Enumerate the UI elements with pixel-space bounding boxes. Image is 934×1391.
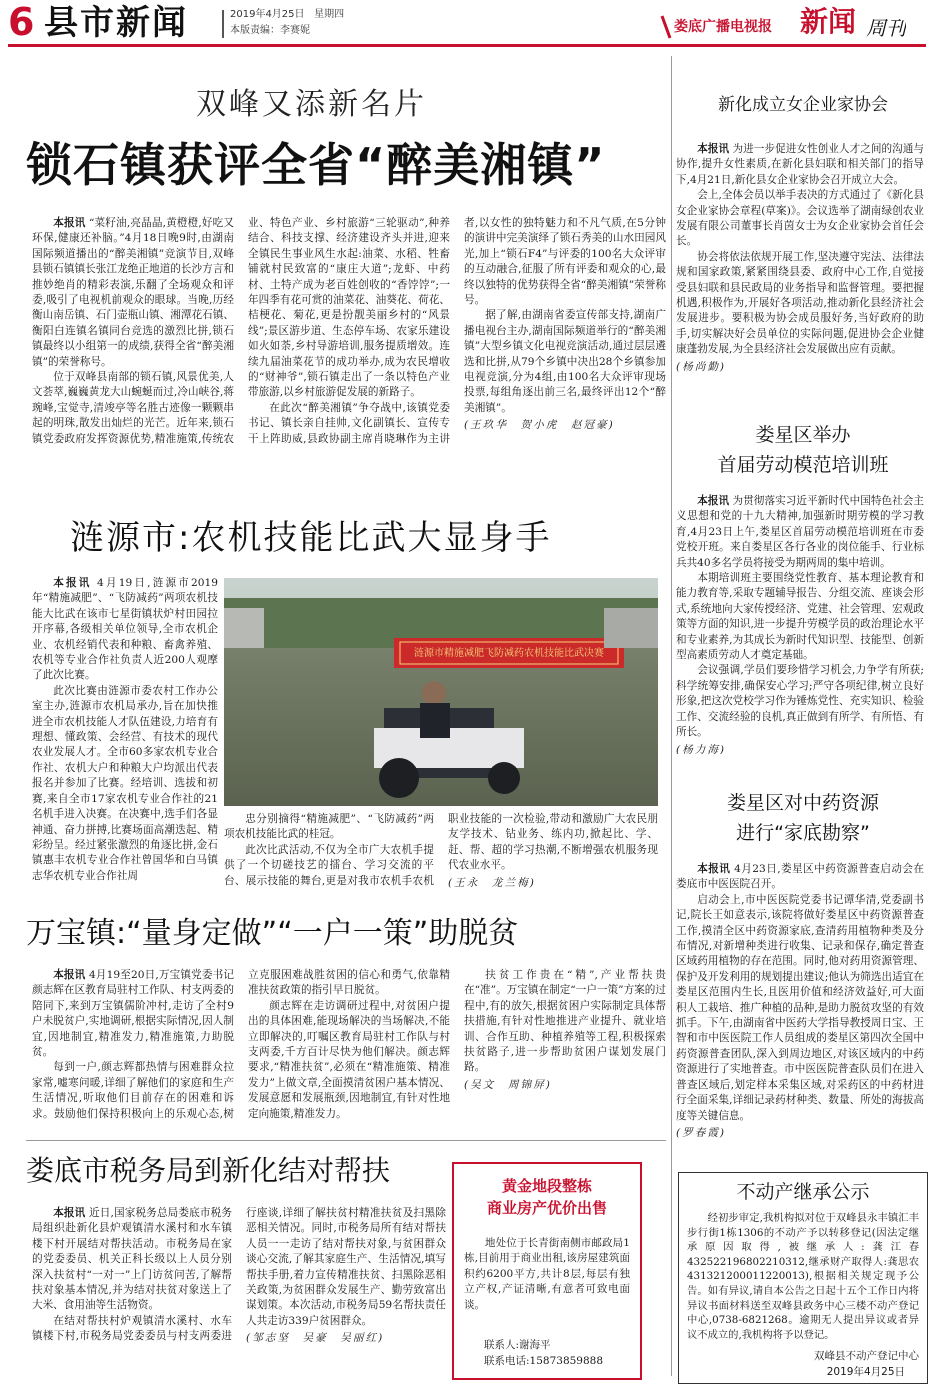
article-byline: (杨力海)	[676, 743, 727, 754]
notice-text: 经初步审定,我机构拟对位于双峰县永丰镇汇丰步行街1栋1306的不动产予以转移登记(因法定继承原因取得,被继承人:龚江春432522196802210312,继承财产取得人:龚思农431321200011220013),根据相关规定现予公告。如有异议,请自本公告之日起十五个工作日内将异议书面材料送至双峰县政务中心三楼不动产登记中心,0738-6821268。逾期无人提出异议或者异议不成立的,我机构将予以登记。	[687, 1212, 919, 1341]
ad-headline-1: 黄金地段整栋	[501, 1177, 592, 1195]
paragraph: 近日,国家税务总局娄底市税务局组织赴新化县炉观镇清水溪村和水车镇楼下村开展结对帮扶活动。市税务局在家的党委委员、机关正科长级以上人员分别深入扶贫村“一对一”上门访贫问苦,了解帮扶对象基本情况,并为结对扶贫对象送上了大米、食用油等生活物资。	[32, 1207, 232, 1312]
masthead-divider	[222, 10, 224, 38]
article-wanbao	[26, 912, 666, 1132]
section-title: 县市新闻	[44, 4, 188, 42]
section-divider	[26, 1140, 666, 1141]
paragraph: 位于双峰县南部的锁石镇,风景优美,人文荟萃,巍巍黄龙大山蜿蜒而过,冷山峡谷,蒋琬峰,宝觉寺,清竣亭等名胜古迹像一颗颗串起的明珠,散发出灿烂的光芒。近年来,锁石镇党委政府发挥资源优势,精准施策,传统农业、特色产业、乡村旅游“三轮驱动”,种养结合、科技支撑、经济建设齐头并进,迎来全镇民生事业风生水起:油菜、水稻、牲畜铺就村民致富的“康庄大道”;龙虾、中药材、土特产成为老百姓创收的“香饽饽”;一年四季有花可赏的油菜花、油葵花、荷花、桔梗花、菊花,更是扮靓美丽乡村的“风景线”;景区游步道、生态停车场、农家乐建设如火如荼,乡村导游培训,服务提质增效。连续九届油菜花节的成功举办,成为农民增收的“财神爷”,锁石镇走出了一条以特色产业带旅游,以乡村旅游促发展的新路子。	[32, 217, 450, 445]
paragraph: 在此次“醉美湘镇”争夺战中,该镇党委书记、镇长亲自挂帅,文化副镇长、宣传专干上阵助威,县政协副主席肖晓琳作为主讲者,以女性的独特魅力和不凡气质,在5分钟的演讲中完美演绎了锁石秀美的山水田园风光,加上“锁石F4”与评委的100名大众评审的互动融合,征服了所有评委和观众的心,最终以独特的优势获得全省“醉美湘镇”荣誉称号。	[248, 217, 666, 445]
paragraph: 为进一步促进女性创业人才之间的沟通与协作,提升女性素质,在新化县妇联和相关部门的指导下,4月21日,新化县女企业家协会召开成立大会。	[676, 143, 924, 186]
ad-contact: 联系人:谢海平	[484, 1339, 551, 1351]
article-byline: (吴文 周锦屏)	[464, 1078, 552, 1091]
tractor-photo-illustration	[224, 578, 658, 806]
article-body	[676, 862, 924, 1162]
column-rule	[671, 56, 672, 1376]
paragraph: 会议强调,学员们要珍惜学习机会,力争学有所获;科学统筹安排,确保安心学习;严守各项纪律,树立良好形象,把这次党校学习作为锤炼党性、充实知识、检验工作、交流经验的良机,真正做到有所学、有所悟、有所长。	[676, 664, 924, 739]
article-lead: 本报讯	[53, 969, 86, 981]
article-byline: (邹志坚 吴豪 吴丽红)	[246, 1332, 385, 1345]
article-byline: (王玖华 贺小虎 赵冠豪)	[464, 419, 615, 432]
ad-headline-2: 商业房产优价出售	[486, 1199, 607, 1217]
paragraph: 此次比武活动,不仅为全市广大农机手提供了一个切磋技艺的擂台、学习交流的平台、展示技能的舞台,更是对我市农机手农机职业技能的一次检验,带动和激励广大农民朋友学技术、钻业务、练内功,掀起比、学、赶、帮、超的学习热潮,不断增强农机服务现代农业水平。	[224, 813, 658, 887]
ad-body: 地处位于长青街南侧市邮政局1栋,目前用于商业出租,该房屋建筑面积约6200平方,共计8层,每层有独立产权,产证清晰,有意者可致电面谈。	[464, 1237, 630, 1311]
paragraph: 此次比赛由涟源市委农村工作办公室主办,涟源市农机局承办,旨在加快推进全市农机技能人才队伍建设,力培育有理想、懂政策、会经营、有技术的现代农业发展人才。全市60多家农机专业合作社、农机大户和种粮大户均派出代表报名并参加了比赛。经培训、选拔和初赛,来自全市17家农机专业合作社的21名机手进入决赛。在决赛中,选手们各显神通、奋力拼搏,比赛场面高潮迭起、精彩纷呈。经过紧张激烈的角逐比拼,金石镇惠丰农机专业合作社曾国华和白马镇志华农机专业合作社周	[32, 684, 218, 882]
paragraph: 协会将依法依规开展工作,坚决遵守宪法、法律法规和国家政策,紧紧围绕县委、政府中心工作,自觉接受县妇联和县民政局的业务指导和监督管理。要把握机遇,积极作为,开展好各项活动,推动新化县经济社会发展进步。要积极为协会成员服好务,当好政府的助手,切实解决好会员单位的实际问题,促进协会企业健康蓬勃发展,为全县经济社会发展做出应有贡献。	[676, 250, 924, 356]
article-louxing-herbs	[676, 788, 930, 1164]
paragraph: 为贯彻落实习近平新时代中国特色社会主义思想和党的十九大精神,加强新时期劳模的学习教育,4月23日上午,娄星区首届劳动模范培训班在市委党校开班。来自娄星区各行各业的岗位能手、行业标兵共40多名学员将接受为期两周的集中培训。	[676, 495, 924, 569]
editor-credit: 本版责编：李赛妮	[230, 25, 310, 36]
paper-brand: 新闻	[800, 6, 857, 38]
article-lead: 本报讯	[697, 495, 730, 507]
article-title: 万宝镇:“量身定做”“一户一策”助脱贫	[26, 916, 519, 951]
date-text: 2019年4月25日	[230, 9, 305, 20]
paragraph: 据了解,由湖南省委宣传部支持,湖南广播电视台主办,湖南国际频道举行的“醉美湘镇”大型乡镇文化电视竞演活动,通过层层遴选和比拼,从79个乡镇中决出28个乡镇参加电视竞演,分为4组,由100名大众评审现场投票,每组角逐出前三名,最终评出12个“醉美湘镇”。	[464, 309, 666, 414]
article-title-line1: 娄星区举办	[755, 424, 851, 446]
masthead	[0, 0, 934, 48]
issue-date	[230, 8, 344, 22]
photo-banner-text: 涟源市精施减肥飞防减药农机技能比武决赛	[414, 648, 604, 659]
article-tax-bureau	[26, 1148, 446, 1384]
article-lead: 本报讯	[53, 217, 86, 229]
paragraph: 每到一户,颜志辉都热情与困难群众拉家常,嘘寒问暖,详细了解他们的家庭和生产生活情况,听取他们目前存在的困难和诉求。鼓励他们保持积极向上的乐观心态,树立克服困难战胜贫困的信心和勇气,依靠精准扶贫政策的指引早日脱贫。	[32, 969, 450, 1120]
paper-suffix: 周刊	[866, 16, 906, 40]
article-lead: 本报讯	[697, 863, 731, 875]
article-byline: (王永 龙兰梅)	[448, 876, 536, 889]
article-byline: (罗春霞)	[676, 1126, 727, 1139]
ad-phone: 联系电话:15873859888	[484, 1355, 604, 1367]
notice-date: 2019年4月25日	[826, 1366, 905, 1378]
brand-chevron-icon	[660, 14, 672, 40]
article-title: 娄底市税务局到新化结对帮扶	[26, 1154, 391, 1187]
property-inheritance-notice	[678, 1172, 928, 1384]
article-title-line2: 进行“家底勘察”	[736, 822, 870, 844]
article-title: 新化成立女企业家协会	[718, 95, 888, 115]
masthead-rule	[8, 44, 926, 47]
paragraph: 颜志辉在走访调研过程中,对贫困户提出的具体困难,能现场解决的当场解决,不能立即解决的,叮嘱区教育局驻村工作队与村支两委,千方百计尽快为他们解决。颜志辉要求,“精准扶贫”,必须在“精准施策、精准发力”上做文章,全面摸清贫困户基本情况、发展意愿和发展瓶颈,因地制宜,有针对性地定向施策,精准发力。	[248, 999, 450, 1120]
article-louxing-labor	[676, 420, 930, 756]
article-body-right	[224, 812, 658, 898]
paragraph: 在结对帮扶村炉观镇清水溪村、水车镇楼下村,市税务局党委委员与村支两委进行座谈,详细了解扶贫村精准扶贫及扫黑除恶相关情况。同时,市税务局所有结对帮扶人员一一走访了结对帮扶对象,与贫困群众谈心交流,了解其家庭生产、生活情况,填写帮扶手册,着力宣传精准扶贫、扫黑除恶相关政策,为贫困群众发展生产、勤劳致富出谋划策。本次活动,市税务局59名帮扶责任人共走访339户贫困群众。	[32, 1207, 446, 1343]
article-lead: 本报讯	[53, 577, 92, 589]
article-suoshi	[26, 88, 666, 498]
article-xinhua-women	[676, 90, 930, 402]
article-title-line2: 首届劳动模范培训班	[717, 454, 889, 476]
notice-org: 双峰县不动产登记中心	[814, 1350, 919, 1362]
paragraph: 启动会上,市中医医院党委书记谭华清,党委副书记,院长王如意表示,该院将做好娄星区中药资源普查工作,摸清全区中药资源家底,查清药用植物种类及分布情况,对新增种类进行收集、记录和保存,确定普查区域药用植物的存在范围。同时,他对药用资源管理、保护及开发利用的规划提出建议;他认为筛选出适宜在娄星区范围内生长,且医用价值和经济效益好,可大面积人工栽培、推广种植的品种,是助力脱贫攻坚的有效抓手。下午,由湖南省中医药大学指导教授周日宝、王智和市中医医院工作人员组成的娄星区第四次全国中药资源普查团队,深入到周边地区,对该区域内的中药资源进行了实地普查。市中医医院普查队员们在进入普查区域后,划定样本采集区域,对采药区的中药材进行全面采集,详细记录药材种类、数量、所处的海拔高度等关键信息。	[676, 893, 924, 1122]
paragraph: 会上,全体会员以举手表决的方式通过了《新化县女企业家协会章程(草案)》。会议选举了湖南绿创农业发展有限公司董事长肖茵女士为女企业家协会首任会长。	[676, 189, 924, 248]
paragraph: 4月19日,涟源市2019年“精施减肥”、“飞防减药”两项农机技能大比武在该市七星街镇状炉村田园拉开序幕,各级相关单位领导,全市农机企业、农机经销代表和种粮、畜禽养殖、农机等专业合作社负责人近200人观摩了此次比赛。	[32, 577, 218, 682]
article-byline: (杨尚勤)	[676, 360, 727, 373]
paragraph: 4月23日,娄星区中药资源普查启动会在娄底市中医医院召开。	[676, 863, 924, 891]
paragraph: 本期培训班主要围绕党性教育、基本理论教育和能力教育等,采取专题辅导报告、分组交流、座谈会形式,系统地向大家传授经济、党建、社会管理、宏观政策等方面的知识,进一步提升劳模学员的政治理论水平和专业素养,为其成长为新时代知识型、技能型、创新型高素质劳动人才奠定基础。	[676, 572, 924, 662]
article-photo	[224, 578, 658, 806]
article-kicker-title: 双峰又添新名片	[196, 88, 427, 122]
article-body	[676, 142, 924, 402]
paper-name: 娄底广播电视报	[674, 19, 772, 35]
article-lead: 本报讯	[53, 1207, 86, 1219]
article-body	[32, 968, 666, 1128]
paragraph: 扶贫工作贵在“精”,产业帮扶贵在“准”。万宝镇在制定“一户一策”方案的过程中,有的放矢,根据贫困户实际制定具体帮扶措施,有针对性地推进产业提升、就业培训、合作互助、种植养殖等工程,积极探索扶贫路子,进一步帮助贫困户谋划发展门路。	[464, 969, 666, 1074]
page-number: 6	[8, 2, 35, 42]
article-body	[32, 1206, 446, 1382]
article-lianyuan	[26, 516, 666, 904]
article-title-line1: 娄星区对中药资源	[726, 792, 879, 814]
article-body	[32, 216, 666, 491]
article-body-left	[32, 576, 218, 892]
article-body	[676, 494, 924, 754]
property-sale-ad	[452, 1162, 642, 1380]
article-title: 涟源市:农机技能比武大显身手	[70, 518, 552, 558]
paragraph: “菜籽油,亮晶晶,黄橙橙,好吃又环保,健康还补脑。”4月18日晚9时,由湖南国际频道播出的“醉美湘镇”竞演节目,双峰县锁石镇镇长张江龙绝正地道的长沙方言和推妙绝肖的精彩表演,乐翻了全场观众和评委,吸引了电视机前观众的眼球。当晚,历经衡山南岳镇、石门壶瓶山镇、湘潭花石镇、衡阳白连镇名镇同台竞选的激烈比拼,锁石镇最终以小组第一的成绩,获得全省“醉美湘镇”的荣誉称号。	[32, 217, 234, 368]
article-lead: 本报讯	[697, 143, 730, 155]
paragraph: 4月19至20日,万宝镇党委书记颜志辉在区教育局驻村工作队、村支两委的陪同下,来到万宝镇儒阶冲村,走访了全村9户未脱贫户,实地调研,根据实际情况,因人制宜,因地制宜,精准发力,精准施策,力助脱贫。	[32, 969, 234, 1059]
notice-title: 不动产继承公示	[736, 1181, 870, 1203]
weekday-text: 星期四	[314, 9, 345, 20]
article-title: 锁石镇获评全省“醉美湘镇”	[26, 138, 606, 192]
paragraph: 忠分别摘得“精施减肥”、“飞防减药”两项农机技能比武的桂冠。	[224, 813, 434, 841]
